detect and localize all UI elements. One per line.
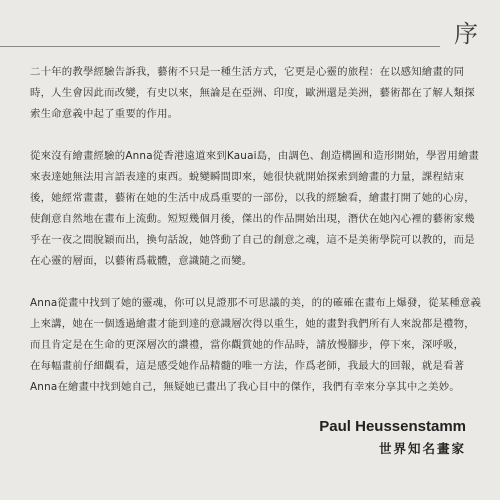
paragraph-3 <box>30 293 482 398</box>
paragraph-2 <box>30 146 480 272</box>
text-line: Anna在繪畫中找到她自己，無疑她已畫出了我心目中的傑作，我們有幸來分享其中之美妙。 <box>30 381 460 393</box>
text-line: 在心靈的層面，以藝術爲載體，意識隨之而變。 <box>30 255 253 267</box>
text-line: 使創意自然地在畫布上流動。短短幾個月後，傑出的作品開始出現，潛伏在她內心裡的藝術家幾 <box>30 213 475 225</box>
paragraph-1 <box>30 62 475 125</box>
text-line: 時，人生會因此而改變，有史以來，無論是在亞洲、印度，歐洲還是美洲，藝術都在了解人類探 <box>30 87 475 99</box>
text-line: 從來沒有繪畫經驗的Anna從香港遠道來到Kauai島，由調色、創造構圖和造形開始，學習用繪畫 <box>30 150 480 162</box>
text-line: 而且肯定是在生命的更深層次的讚禮，當你觀賞她的作品時，請放慢腳步，停下來，深呼吸， <box>30 339 465 351</box>
text-line: 來表達她無法用言語表達的東西。蛻變瞬間即來，她很快就開始探索到繪畫的力量，課程結束 <box>30 171 465 183</box>
preface-body <box>30 62 482 419</box>
text-line: Anna從畫中找到了她的靈魂，你可以見證那不可思議的美，的的確確在畫布上爆發，從某種意義 <box>30 297 482 309</box>
author-title: 世界知名畫家 <box>378 441 466 456</box>
signature-block <box>319 418 466 457</box>
page-title: 序 <box>454 20 478 48</box>
text-line: 二十年的教學經驗告訴我，藝術不只是一種生活方式，它更是心靈的旅程：在以感知繪畫的同 <box>30 66 465 78</box>
text-line: 後，她經常畫畫，藝術在她的生活中成爲重要的一部份，以我的經驗看，繪畫打開了她的心房， <box>30 192 475 204</box>
text-line: 上來講，她在一個透過繪畫才能到達的意識層次得以重生，她的畫對我們所有人來說都是禮物， <box>30 318 475 330</box>
text-line: 乎在一夜之間脫穎而出，換句話說，她啓動了自己的創意之魂，這不是美術學院可以教的，而是 <box>30 234 475 246</box>
text-line: 在每幅畫前仔細觀看，這是感受她作品精髓的唯一方法，作爲老師，我最大的回報，就是看著 <box>30 360 465 372</box>
text-line: 索生命意義中起了重要的作用。 <box>30 108 179 120</box>
author-name: Paul Heussenstamm <box>319 418 466 435</box>
header-rule <box>0 20 440 47</box>
